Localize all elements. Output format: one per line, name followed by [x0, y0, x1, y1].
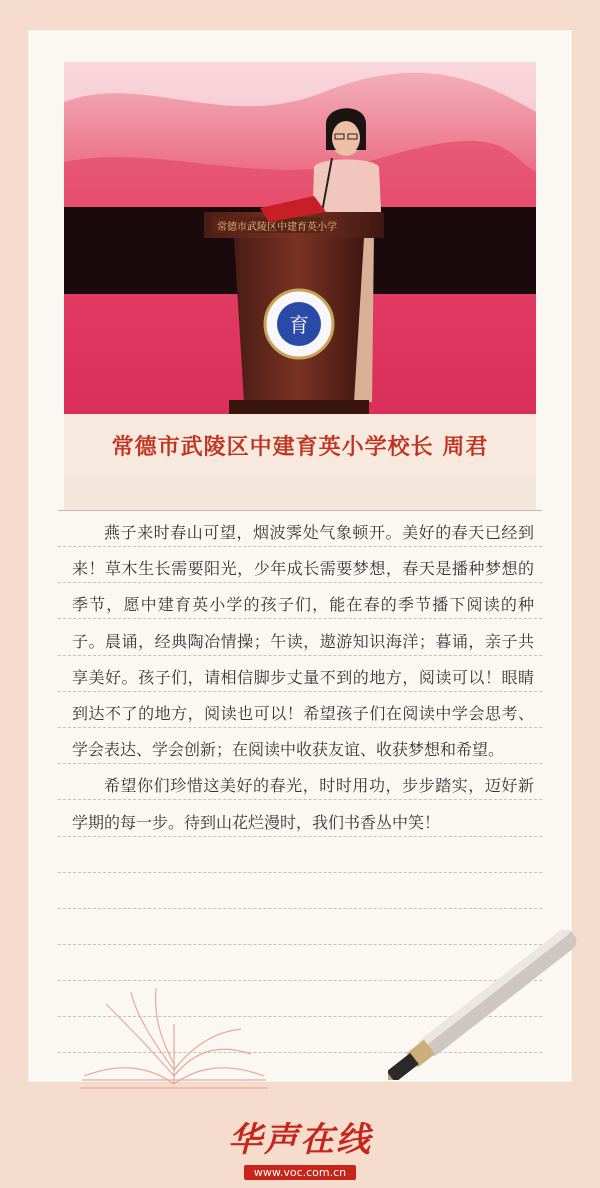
letter-paper [28, 30, 572, 1082]
brand-url[interactable]: www.voc.com.cn [244, 1165, 356, 1180]
svg-text:育: 育 [289, 313, 309, 337]
brand-logo: 华声在线 [228, 1120, 372, 1160]
voc-footer [0, 1112, 600, 1180]
paragraph: 燕子来时春山可望，烟波霁处气象顿开。美好的春天已经到来！草木生长需要阳光，少年成长需要梦想，春天是播种梦想的季节，愿中建育英小学的孩子们，能在春的季节播下阅读的种子。晨诵，经典陶冶情操；午读，遨游知识海洋；暮诵，亲子共享美好。孩子们，请相信脚步丈量不到的地方，阅读可以！眼睛到达不了的地方，阅读也可以！希望孩子们在阅读中学会思考、学会表达、学会创新；在阅读中收获友谊、收获梦想和希望。 [72, 523, 534, 760]
speaker-caption: 常德市武陵区中建育英小学校长 周君 [64, 414, 536, 476]
speech-photo [64, 62, 536, 414]
speech-text [72, 515, 534, 841]
fountain-pen-icon [388, 930, 578, 1080]
open-book-icon [76, 984, 272, 1094]
podium-banner-text: 常德市武陵区中建育英小学 [217, 222, 337, 233]
paragraph: 希望你们珍惜这美好的春光，时时用功，步步踏实，迈好新学期的每一步。待到山花烂漫时，我们书香丛中笑！ [72, 776, 534, 832]
